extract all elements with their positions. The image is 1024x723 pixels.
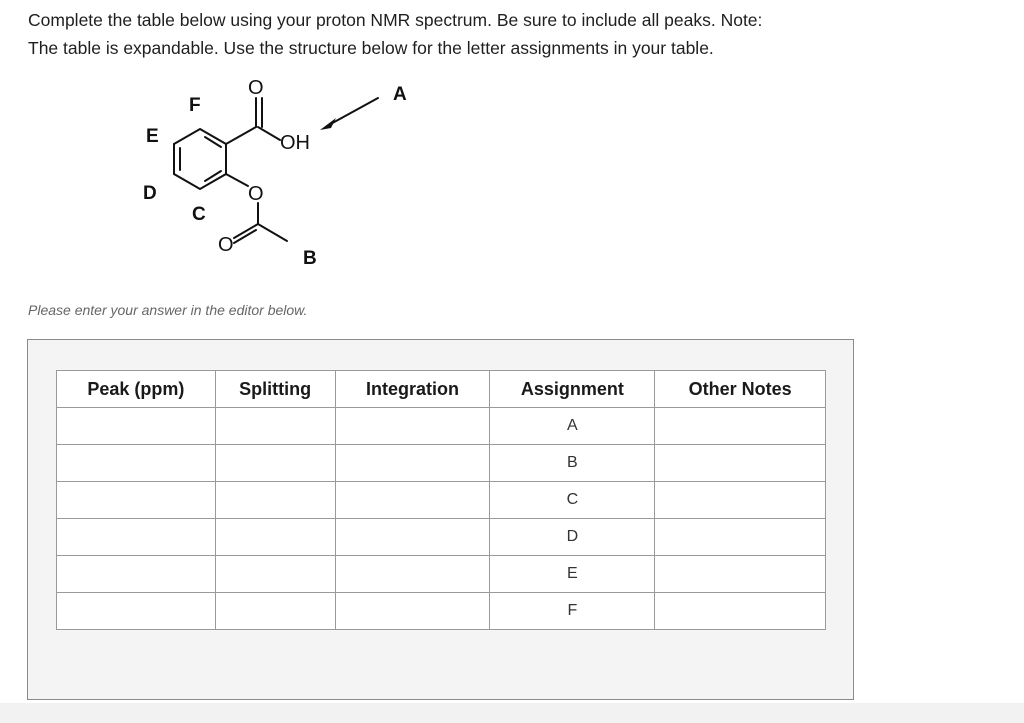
splitting-cell[interactable] — [215, 556, 335, 593]
table-row — [57, 593, 826, 630]
splitting-cell[interactable] — [215, 445, 335, 482]
peak-cell[interactable] — [57, 593, 216, 630]
table-row — [57, 408, 826, 445]
peak-cell[interactable] — [57, 519, 216, 556]
label-b: B — [303, 248, 317, 269]
peak-cell[interactable] — [57, 408, 216, 445]
table-row — [57, 519, 826, 556]
answer-editor[interactable] — [27, 339, 854, 700]
atom-hydroxyl: OH — [280, 132, 310, 154]
assignment-cell[interactable]: C — [490, 482, 655, 519]
notes-cell[interactable] — [655, 519, 826, 556]
peak-cell[interactable] — [57, 482, 216, 519]
integration-cell[interactable] — [335, 408, 490, 445]
bottom-strip — [0, 703, 1024, 723]
notes-cell[interactable] — [655, 593, 826, 630]
label-c: C — [192, 204, 206, 225]
table-row — [57, 445, 826, 482]
assignment-cell[interactable]: D — [490, 519, 655, 556]
integration-cell[interactable] — [335, 482, 490, 519]
header-splitting: Splitting — [215, 371, 335, 408]
editor-hint: Please enter your answer in the editor below. — [28, 302, 308, 318]
nmr-table — [56, 370, 826, 630]
label-f: F — [189, 95, 201, 116]
splitting-cell[interactable] — [215, 408, 335, 445]
chemical-structure — [120, 76, 440, 276]
structure-drawing — [120, 76, 440, 276]
header-other-notes: Other Notes — [655, 371, 826, 408]
assignment-cell[interactable]: E — [490, 556, 655, 593]
instructions-line-2: The table is expandable. Use the structure below for the letter assignments in your table. — [28, 38, 714, 58]
assignment-cell[interactable]: B — [490, 445, 655, 482]
table-header-row — [57, 371, 826, 408]
instructions — [28, 6, 928, 62]
notes-cell[interactable] — [655, 408, 826, 445]
label-a: A — [393, 84, 407, 105]
table-row — [57, 556, 826, 593]
header-peak: Peak (ppm) — [57, 371, 216, 408]
peak-cell[interactable] — [57, 556, 216, 593]
splitting-cell[interactable] — [215, 482, 335, 519]
benzene-ring — [174, 129, 226, 189]
atom-oxygen-ester: O — [248, 183, 264, 205]
label-d: D — [143, 183, 157, 204]
header-assignment: Assignment — [490, 371, 655, 408]
atom-oxygen-carbonyl: O — [248, 77, 264, 99]
splitting-cell[interactable] — [215, 593, 335, 630]
integration-cell[interactable] — [335, 593, 490, 630]
integration-cell[interactable] — [335, 519, 490, 556]
header-integration: Integration — [335, 371, 490, 408]
arrow-head — [320, 118, 336, 130]
instructions-line-1: Complete the table below using your proton NMR spectrum. Be sure to include all peaks. Note: — [28, 10, 763, 30]
notes-cell[interactable] — [655, 482, 826, 519]
atom-oxygen-acetyl: O — [218, 234, 234, 256]
integration-cell[interactable] — [335, 556, 490, 593]
table-row — [57, 482, 826, 519]
integration-cell[interactable] — [335, 445, 490, 482]
assignment-cell[interactable]: F — [490, 593, 655, 630]
notes-cell[interactable] — [655, 556, 826, 593]
label-e: E — [146, 126, 159, 147]
splitting-cell[interactable] — [215, 519, 335, 556]
peak-cell[interactable] — [57, 445, 216, 482]
notes-cell[interactable] — [655, 445, 826, 482]
assignment-cell[interactable]: A — [490, 408, 655, 445]
